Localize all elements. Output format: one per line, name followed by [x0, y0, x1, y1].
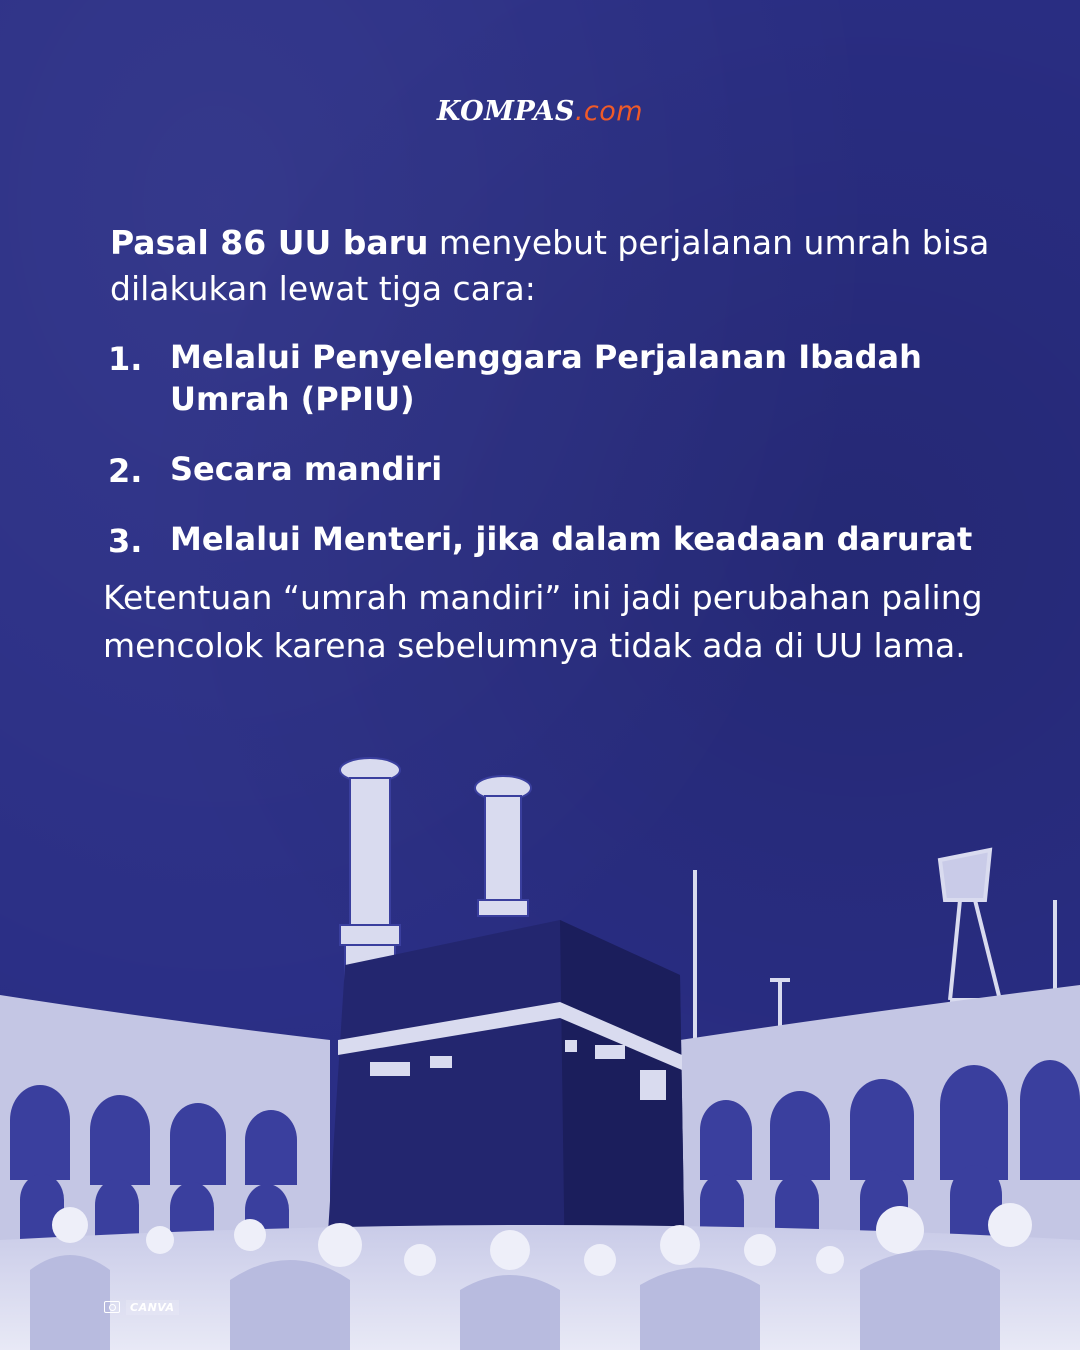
outro-paragraph: Ketentuan “umrah mandiri” ini jadi perubahan paling mencolok karena sebelumnya tidak ada di UU lama. [103, 578, 983, 665]
brand-name: KOMPAS [436, 96, 575, 127]
brand-suffix: .com [574, 96, 644, 127]
list-number: 3. [108, 522, 143, 560]
list-item [108, 448, 1008, 490]
list-text: Melalui Penyelenggara Perjalanan Ibadah Umrah (PPIU) [170, 338, 922, 418]
intro-bold: Pasal 86 UU baru [110, 223, 429, 262]
methods-list [108, 336, 1008, 588]
brand-logo [0, 96, 1080, 127]
intro-paragraph [110, 220, 990, 312]
minaret-right [475, 776, 531, 916]
colonnade-left [0, 995, 330, 1260]
kaaba-photo [0, 740, 1080, 1350]
credit-label: CANVA [126, 1300, 179, 1315]
intro-rest: menyebut perjalanan umrah bisa dilakukan lewat tiga cara: [110, 223, 990, 308]
list-item [108, 336, 1008, 420]
list-text: Secara mandiri [170, 450, 443, 488]
list-number: 1. [108, 340, 143, 378]
list-text: Melalui Menteri, jika dalam keadaan darurat [170, 520, 973, 558]
photo-credit [104, 1298, 179, 1316]
list-number: 2. [108, 452, 143, 490]
list-item [108, 518, 1008, 560]
camera-icon [104, 1301, 120, 1313]
